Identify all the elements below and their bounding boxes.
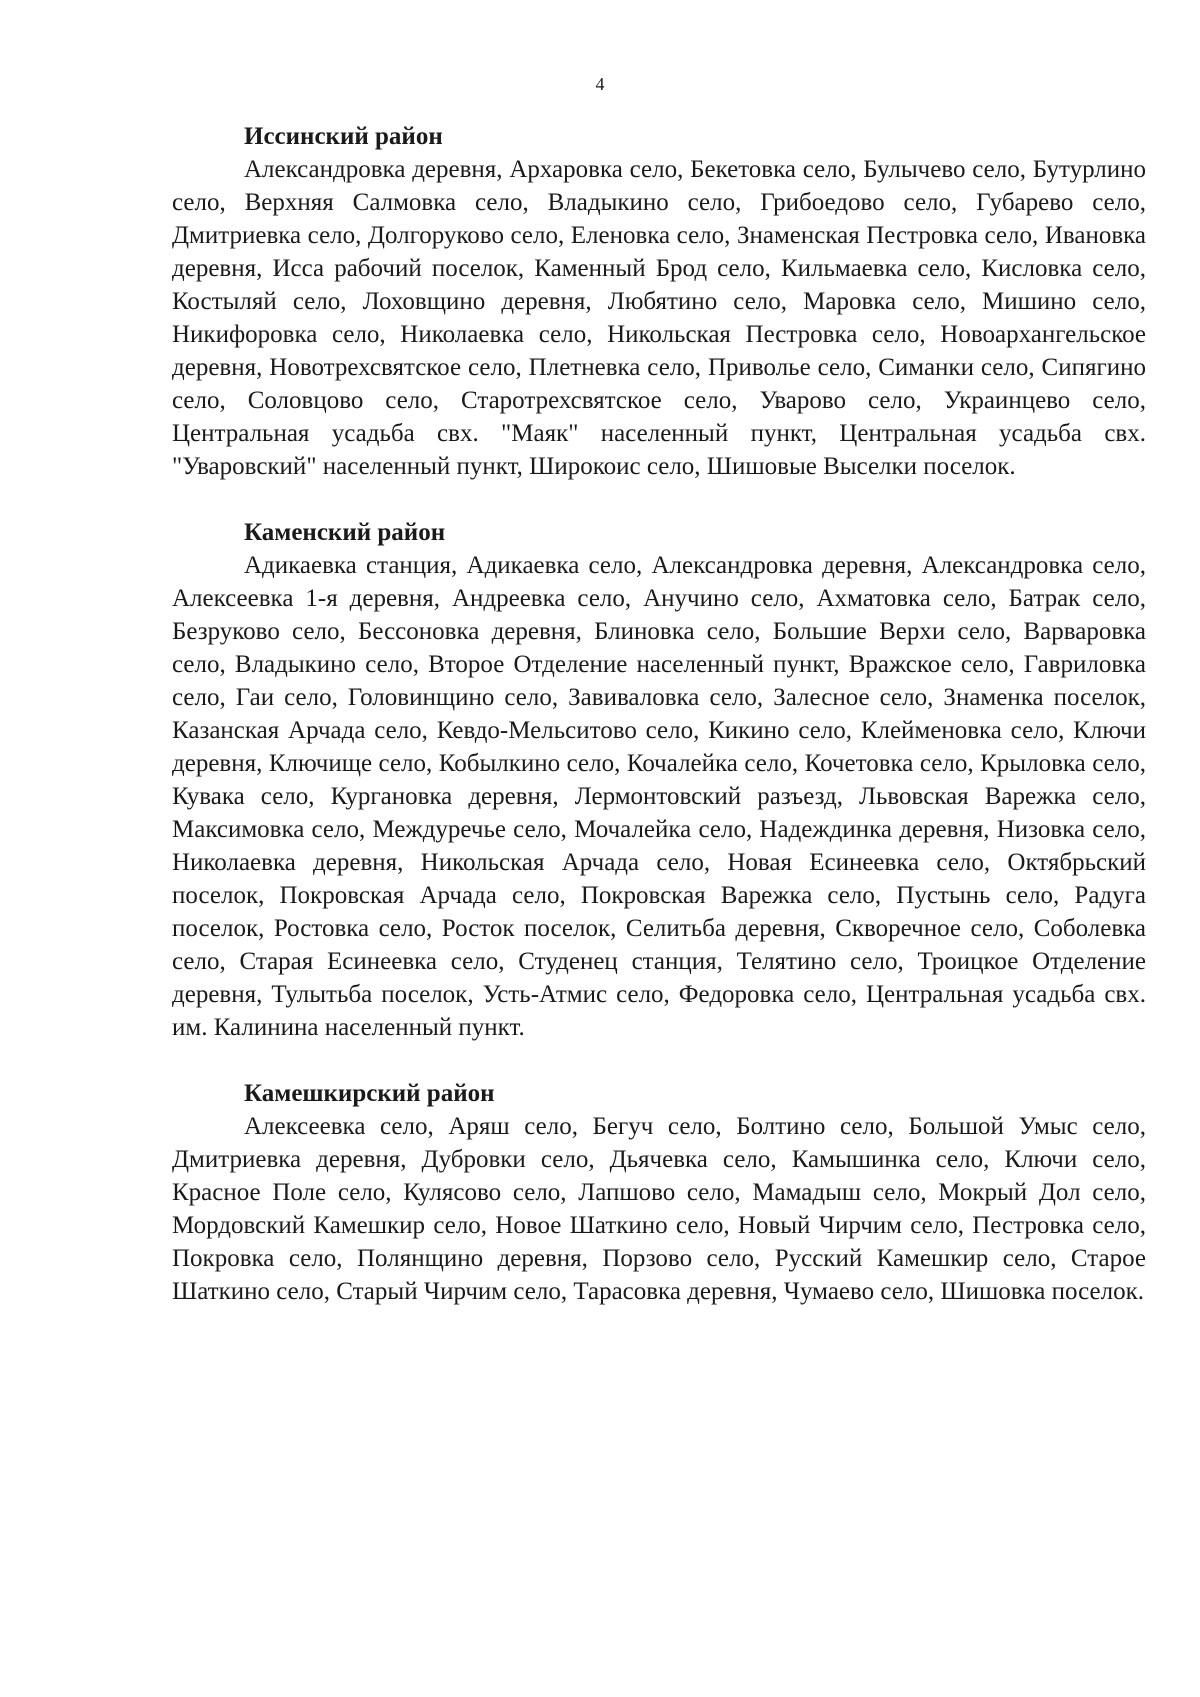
section-heading: Каменский район <box>244 519 446 546</box>
section-heading: Иссинский район <box>244 123 443 150</box>
district-section-kamensky <box>172 516 1146 1044</box>
district-section-issinsky <box>172 120 1146 483</box>
document-body <box>172 120 1146 1308</box>
section-paragraph: Алексеевка село, Аряш село, Бегуч село, Болтино село, Большой Умыс село, Дмитриевка деревня, Дубровки село, Дьячевка село, Камышинка село, Ключи село, Красное Поле село, Кулясово село, Лапшово село, Мамадыш село, Мокрый Дол село, Мордовский Камешкир село, Новое Шаткино село, Новый Чирчим село, Пестровка село, Покровка село, Полянщино деревня, Порзово село, Русский Камешкир село, Старое Шаткино село, Старый Чирчим село, Тарасовка деревня, Чумаево село, Шишовка поселок. <box>172 1113 1146 1305</box>
district-section-kameshkirsky <box>172 1077 1146 1308</box>
page-number: 4 <box>595 74 605 94</box>
section-paragraph: Александровка деревня, Архаровка село, Бекетовка село, Булычево село, Бутурлино село, Верхняя Салмовка село, Владыкино село, Грибоедово село, Губарево село, Дмитриевка село, Долгоруково село, Еленовка село, Знаменская Пестровка село, Ивановка деревня, Исса рабочий поселок, Каменный Брод село, Кильмаевка село, Кисловка село, Костыляй село, Лоховщино деревня, Любятино село, Маровка село, Мишино село, Никифоровка село, Николаевка село, Никольская Пестровка село, Новоархангельское деревня, Новотрехсвятское село, Плетневка село, Приволье село, Симанки село, Сипягино село, Соловцово село, Старотрехсвятское село, Уварово село, Украинцево село, Центральная усадьба свх. "Маяк" населенный пункт, Центральная усадьба свх. "Уваровский" населенный пункт, Широкоис село, Шишовые Выселки поселок. <box>172 156 1146 480</box>
section-heading: Камешкирский район <box>244 1080 495 1107</box>
section-paragraph: Адикаевка станция, Адикаевка село, Александровка деревня, Александровка село, Алексеевка 1-я деревня, Андреевка село, Анучино село, Ахматовка село, Батрак село, Безруково село, Бессоновка деревня, Блиновка село, Большие Верхи село, Варваровка село, Владыкино село, Второе Отделение населенный пункт, Вражское село, Гавриловка село, Гаи село, Головинщино село, Завиваловка село, Залесное село, Знаменка поселок, Казанская Арчада село, Кевдо-Мельситово село, Кикино село, Клейменовка село, Ключи деревня, Ключище село, Кобылкино село, Кочалейка село, Кочетовка село, Крыловка село, Кувака село, Кургановка деревня, Лермонтовский разъезд, Львовская Варежка село, Максимовка село, Междуречье село, Мочалейка село, Надеждинка деревня, Низовка село, Николаевка деревня, Никольская Арчада село, Новая Есинеевка село, Октябрьский поселок, Покровская Арчада село, Покровская Варежка село, Пустынь село, Радуга поселок, Ростовка село, Росток поселок, Селитьба деревня, Скворечное село, Соболевка село, Старая Есинеевка село, Студенец станция, Телятино село, Троицкое Отделение деревня, Тулытьба поселок, Усть-Атмис село, Федоровка село, Центральная усадьба свх. им. Калинина населенный пункт. <box>172 552 1146 1041</box>
